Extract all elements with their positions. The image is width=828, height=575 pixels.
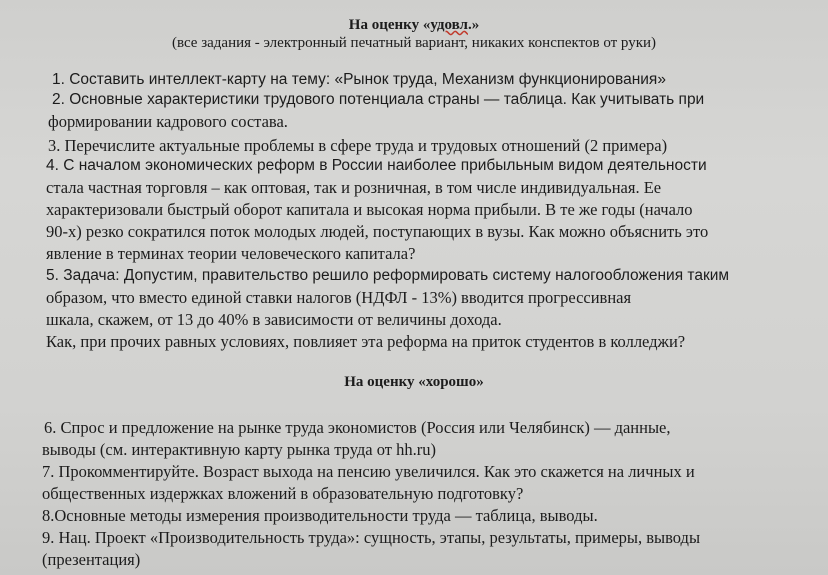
task-7-line-2: общественных издержках вложений в образовательную подготовку? <box>42 484 524 503</box>
task-4-line-3: характеризовали быстрый оборот капитала и высокая норма прибыли. В те же годы (начало <box>46 200 693 219</box>
task-4-line-2: стала частная торговля – как оптовая, так и розничная, в том числе индивидуальная. Ее <box>46 178 662 197</box>
section-good-heading: На оценку «хорошо» <box>344 374 484 390</box>
task-4: 4. С началом экономических реформ в России наиболее прибыльным видом деятельности <box>46 157 707 174</box>
task-4-line-5: явление в терминах теории человеческого капитала? <box>46 244 416 263</box>
task-5-question: Как, при прочих равных условиях, повлияет эта реформа на приток студентов в колледжи? <box>46 332 686 351</box>
task-9: 9. Нац. Проект «Производительность труда»: сущность, этапы, результаты, примеры, выводы <box>42 528 701 547</box>
task-5-line-3: шкала, скажем, от 13 до 40% в зависимости от величины дохода. <box>46 310 502 329</box>
title-suffix: .» <box>467 17 480 33</box>
title-prefix: На оценку « <box>348 17 431 33</box>
task-9-line-2: (презентация) <box>42 550 141 569</box>
task-5: 5. Задача: Допустим, правительство решило реформировать систему налогообложения таким <box>46 267 730 284</box>
task-2: 2. Основные характеристики трудового потенциала страны — таблица. Как учитывать при <box>52 91 705 108</box>
task-1: 1. Составить интеллект-карту на тему: «Рынок труда, Механизм функционирования» <box>52 71 666 88</box>
task-4-line-4: 90-х) резко сократился поток молодых людей, поступающих в вузы. Как можно объяснить это <box>46 222 709 241</box>
task-3: 3. Перечислите актуальные проблемы в сфере труда и трудовых отношений (2 примера) <box>48 136 668 155</box>
task-8: 8.Основные методы измерения производительности труда — таблица, выводы. <box>42 506 598 525</box>
task-6-line-2: выводы (см. интерактивную карту рынка труда от hh.ru) <box>42 440 436 459</box>
task-2-continued: формировании кадрового состава. <box>48 112 288 131</box>
title-grade-word: удовл <box>430 17 468 33</box>
page-title <box>0 16 828 34</box>
task-5-line-2: образом, что вместо единой ставки налогов (НДФЛ - 13%) вводится прогрессивная <box>46 288 632 307</box>
page-subtitle: (все задания - электронный печатный вариант, никаких конспектов от руки) <box>171 35 657 51</box>
task-7: 7. Прокомментируйте. Возраст выхода на пенсию увеличился. Как это скажется на личных и <box>42 462 695 481</box>
task-6: 6. Спрос и предложение на рынке труда экономистов (Россия или Челябинск) — данные, <box>44 418 671 437</box>
